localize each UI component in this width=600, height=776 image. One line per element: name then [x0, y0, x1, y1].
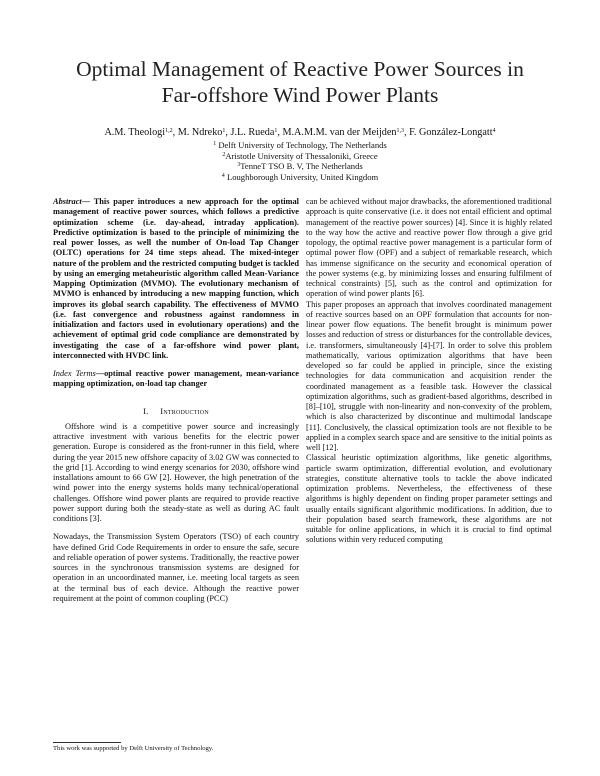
affiliation: $^2$Aristotle University of Thessaloniki, Greece — [222, 150, 378, 161]
author: M. Ndreko$^1$, — [177, 127, 231, 138]
author: M.A.M.M. van der Meijden$^{1,3}$, — [282, 127, 410, 138]
index-terms-lead: Index Terms — [53, 369, 96, 378]
author: F. González-Longatt$^4$ — [409, 127, 496, 138]
body-paragraph: can be achieved without major drawbacks, the aforementioned traditional approach is quite conservative (i.e. it does not entail efficient and optimal management of the reactive power sources) [4]. Since it is highly related to the way how the active and reactive power flow through a give grid topology, the optimal reactive power management is a particular form of optimal power flow (OPF) and a subject of remarkable research, which has immense significance on the security and economical operation of the power systems (e.g. by minimizing losses and ensuring fulfilment of technical constraints) [5], such as the control and optimization for operation of wind power plants [6]. — [306, 197, 552, 299]
index-terms-text: —optimal reactive power management, mean-variance mapping optimization, on-load tap changer — [53, 369, 299, 389]
author: A.M. Theologi$^{1,2}$, — [104, 127, 178, 138]
abstract-lead: Abstract — [53, 197, 82, 206]
paper-title — [40, 56, 560, 108]
author-list — [40, 126, 560, 139]
title-line-2: Far-offshore Wind Power Plants — [161, 83, 439, 107]
affiliation: $^4$ Loughborough University, United Kingdom — [221, 171, 379, 182]
abstract-text: — This paper introduces a new approach for the optimal management of reactive power sources, which follows a predictive optimization scheme (i.e. day-ahead, intraday application). Predictive optimization is based to the principle of minimizing the real power losses, as well the number of On-load Tap Changer (OLTC) operations for 24 time steps ahead. The mixed-integer nature of the problem and the restricted computing budget is tackled by using an emerging metaheuristic algorithm called Mean-Variance Mapping Optimization (MVMO). The evolutionary mechanism of MVMO is enhanced by introducing a new mapping function, which improves its global search capability. The effectiveness of MVMO (i.e. fast convergence and robustness against randomness in initialization and factors used in evolutionary operations) and the achievement of optimal grid code compliance are demonstrated by investigating the case of a far-offshore wind power plant, interconnected with HVDC link. — [53, 197, 299, 360]
affiliation-list — [40, 140, 560, 182]
affiliation: $^1$ Delft University of Technology, The Netherlands — [213, 140, 387, 150]
body-paragraph: Nowadays, the Transmission System Operators (TSO) of each country have defined Grid Code Requirements in order to ensure the safe, secure and reliable operation of power systems. Traditionally, the reactive power sources in the synchronous transmission systems are designed for operation in an uncoordinated manner, i.e. meeting local targets as seen at the terminal bus of each device. Although the reactive power requirement at the point of common coupling (PCC) — [53, 532, 299, 603]
affiliation: $^3$TenneT TSO B. V, The Netherlands — [237, 161, 363, 172]
title-line-1: Optimal Management of Reactive Power Sources in — [76, 57, 524, 81]
section-heading: I. Introduction — [143, 405, 209, 416]
index-terms — [53, 369, 299, 390]
body-paragraph: This paper proposes an approach that involves coordinated management of reactive sources based on an OPF formulation that accounts for non-linear power flow equations. The benefit brought is minimum power losses and reduction of stress or disturbances for the controllable devices, i.e. transformers, simultaneously [4]-[7]. In order to solve this problem mathematically, various optimization algorithms that have been developed so far could be applied in principle, since the existing technologies for data communication and acquisition render the coordinated management as a feasible task. However the classical optimization algorithms, such as gradient-based algorithms, described in [8]–[10], struggle with non-linearity and non-convexity of the problem, which is also characterized by discontinue and multimodal landscape [11]. Conclusively, the classical optimization tools are not flexible to be applied in a complex search space and are sensitive to the initial points as well [12]. — [306, 299, 552, 452]
abstract — [53, 197, 299, 361]
right-column — [306, 197, 552, 546]
footnote: This work was supported by Delft University of Technology. — [53, 745, 214, 752]
left-column — [53, 197, 299, 604]
body-paragraph: Offshore wind is a competitive power source and increasingly attractive investment with various benefits for the electric power generation. Europe is considered as the front-runner in this field, where during the year 2015 new offshore capacity of 3.02 GW was connected to the grid [1]. According to wind energy scenarios for 2030, offshore wind installations amount to 66 GW [2]. However, the high penetration of the wind power into the energy systems holds many technical/operational challenges. Offshore wind power plants are required to provide reactive power support during both the steady-state as well as during AC fault conditions [3]. — [53, 421, 299, 523]
author: J.L. Rueda$^1$, — [230, 127, 283, 138]
footnote-rule — [53, 742, 121, 743]
body-paragraph: Classical heuristic optimization algorithms, like genetic algorithms, particle swarm optimization, differential evolution, and evolutionary strategies, constitute alternative tools to tackle the above indicated optimization problems. Nevertheless, the effectiveness of these algorithms is highly dependent on finding proper parameter settings and usually entails significant algorithmic modifications. In addition, due to their population based search framework, these algorithms are not suitable for online applications, in which it is crucial to find optimal solutions within very reduced computing — [306, 453, 552, 545]
